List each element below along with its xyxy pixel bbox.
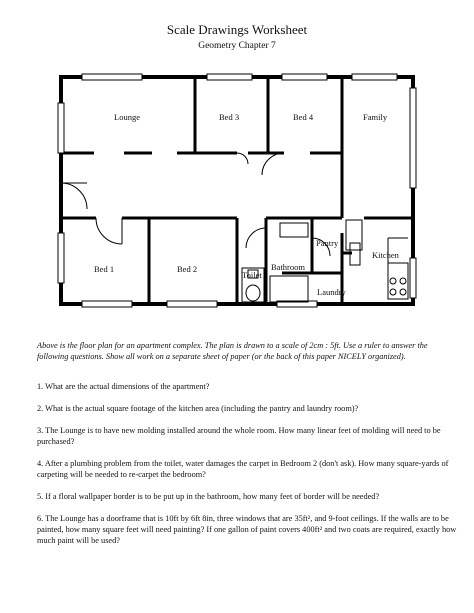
room-label-bed3: Bed 3	[219, 112, 240, 122]
floor-plan	[52, 68, 422, 311]
room-label-toilet: Toilet	[242, 270, 262, 280]
question-1: 1. What are the actual dimensions of the apartment?	[37, 382, 210, 391]
room-label-family: Family	[363, 112, 388, 122]
room-label-laundry: Laundry	[317, 287, 346, 297]
instructions-paragraph: Above is the floor plan for an apartment complex. The plan is drawn to a scale of 2cm : 5ft. Use a ruler to answer the following questions. Show all work on a separate sheet of paper (or the back of this paper NICELY organized).	[37, 341, 428, 361]
room-label-lounge: Lounge	[114, 112, 140, 122]
room-label-bed4: Bed 4	[293, 112, 314, 122]
room-label-kitchen: Kitchen	[372, 250, 399, 260]
question-2: 2. What is the actual square footage of the kitchen area (including the pantry and laundry room)?	[37, 404, 359, 413]
door-swings	[61, 153, 330, 256]
question-5: 5. If a floral wallpaper border is to be put up in the bathroom, how many feet of border will be needed?	[37, 492, 380, 501]
room-label-pantry: Pantry	[316, 238, 339, 248]
room-label-bed1: Bed 1	[94, 264, 115, 274]
worksheet-title: Scale Drawings Worksheet	[166, 22, 308, 37]
question-4: 4. After a plumbing problem from the toilet, water damages the carpet in Bedroom 2 (don't ask). How many square-yards of carpeting will be needed to re-carpet the bedroom?	[37, 459, 449, 479]
room-label-bathroom: Bathroom	[271, 262, 305, 272]
question-6: 6. The Lounge has a doorframe that is 10ft by 6ft 8in, three windows that are 35ft², and 9-foot ceilings. If the walls are to be painted, how many square feet will need painting? If one gallon of paint covers 400ft² and two coats are required, exactly how much paint will be used?	[37, 514, 457, 545]
question-3: 3. The Lounge is to have new molding installed around the whole room. How many linear feet of molding will need to be purchased?	[37, 426, 441, 446]
worksheet-subtitle: Geometry Chapter 7	[198, 41, 276, 51]
room-label-bed2: Bed 2	[177, 264, 198, 274]
